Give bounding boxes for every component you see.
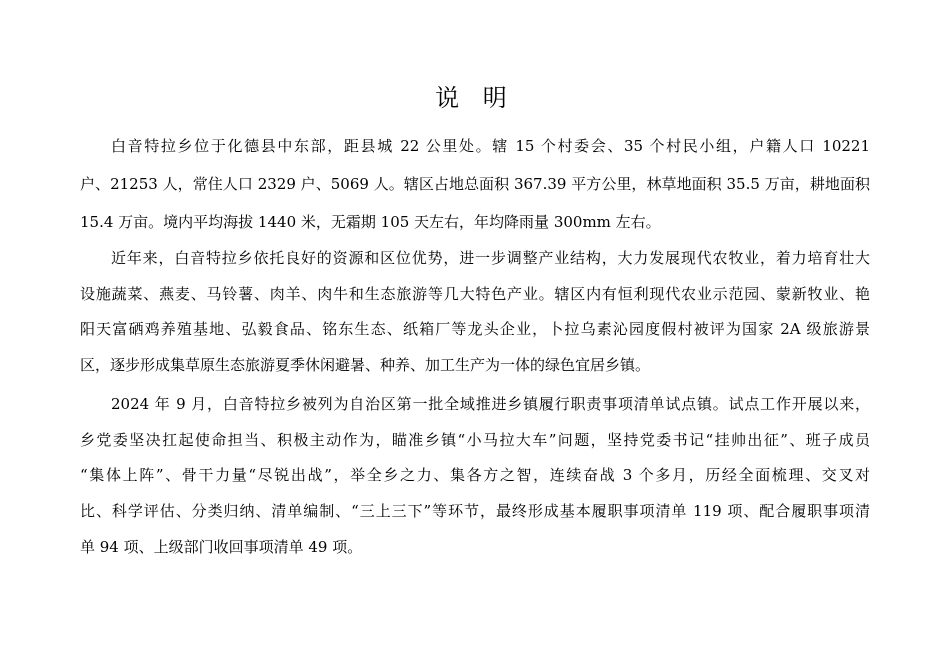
document-title: 说 明 bbox=[435, 84, 515, 112]
paragraph-2-line-4: 区，逐步形成集草原生态旅游夏季休闲避暑、种养、加工生产为一体的绿色宜居乡镇。 bbox=[80, 356, 651, 374]
paragraph-2-line-2: 设施蔬菜、燕麦、马铃薯、肉羊、肉牛和生态旅游等几大特色产业。辖区内有恒利现代农业示范园、蒙新牧业、艳 bbox=[80, 285, 870, 303]
paragraph-3-line-3: “集体上阵”、骨干力量“尽锐出战”，举全乡之力、集各方之智，连续奋战 3 个多月，历经全面梳理、交叉对 bbox=[80, 466, 870, 484]
paragraph-3-line-1: 2024 年 9 月，白音特拉乡被列为自治区第一批全域推进乡镇履行职责事项清单试点镇。试点工作开展以来， bbox=[111, 395, 870, 413]
paragraph-1-line-2: 户、21253 人，常住人口 2329 户、5069 人。辖区占地总面积 367.39 平方公里，林草地面积 35.5 万亩，耕地面积 bbox=[80, 175, 870, 193]
paragraph-1-line-3: 15.4 万亩。境内平均海拔 1440 米，无霜期 105 天左右，年均降雨量 300mm 左右。 bbox=[80, 213, 661, 231]
paragraph-2-line-1: 近年来，白音特拉乡依托良好的资源和区位优势，进一步调整产业结构，大力发展现代农牧业，着力培育壮大 bbox=[111, 249, 870, 267]
paragraph-3-line-2: 乡党委坚决扛起使命担当、积极主动作为，瞄准乡镇“小马拉大车”问题，坚持党委书记“挂帅出征”、班子成员 bbox=[80, 431, 870, 449]
paragraph-3-line-4: 比、科学评估、分类归纳、清单编制、“三上三下”等环节，最终形成基本履职事项清单 119 项、配合履职事项清 bbox=[80, 502, 870, 520]
paragraph-2-line-3: 阳天富硒鸡养殖基地、弘毅食品、铭东生态、纸箱厂等龙头企业，卜拉乌素沁园度假村被评为国家 2A 级旅游景 bbox=[80, 320, 870, 338]
paragraph-1-line-1: 白音特拉乡位于化德县中东部，距县城 22 公里处。辖 15 个村委会、35 个村民小组，户籍人口 10221 bbox=[111, 137, 870, 155]
paragraph-3-line-5: 单 94 项、上级部门收回事项清单 49 项。 bbox=[80, 538, 363, 556]
